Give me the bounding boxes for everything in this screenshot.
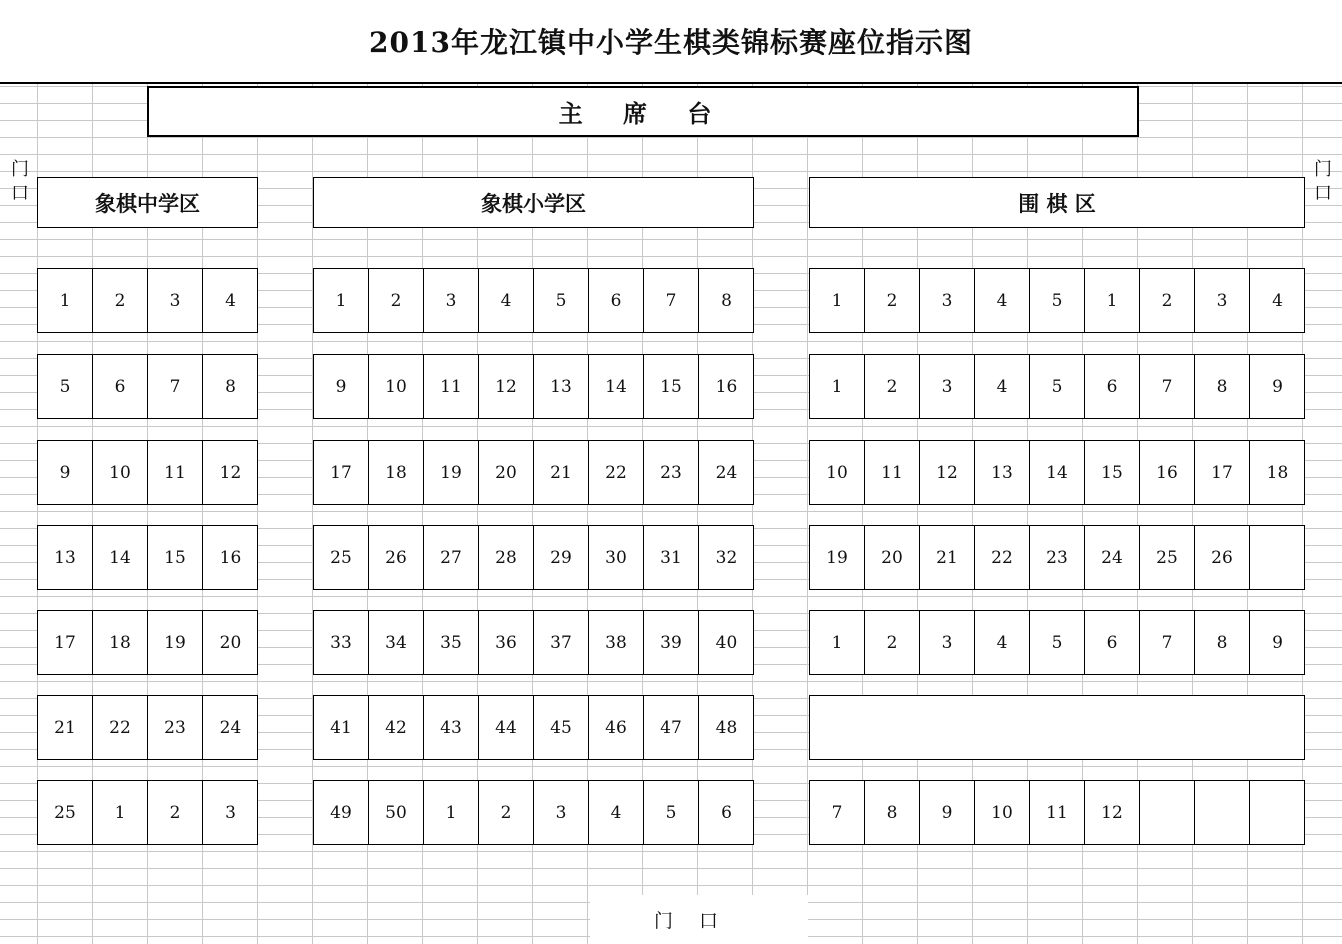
seat-row-middle-school bbox=[37, 525, 258, 590]
seat-cell: 16 bbox=[219, 547, 242, 568]
seat-cell: 25 bbox=[38, 781, 93, 844]
seat-cell: 24 bbox=[1085, 526, 1140, 589]
seat-cell: 1 bbox=[810, 269, 865, 332]
seat-cell: 10 bbox=[93, 441, 148, 504]
seat-cell: 14 bbox=[589, 355, 644, 418]
seat-cell: 14 bbox=[93, 526, 148, 589]
seat-cell: 28 bbox=[479, 526, 534, 589]
seat-cell: 9 bbox=[1272, 376, 1283, 397]
seat-cell: 8 bbox=[865, 781, 920, 844]
seat-cell: 3 bbox=[1195, 269, 1250, 332]
seat-row-go bbox=[809, 695, 1305, 760]
seat-cell: 8 bbox=[1195, 355, 1250, 418]
seat-cell: 21 bbox=[920, 526, 975, 589]
seat-cell: 26 bbox=[369, 526, 424, 589]
seat-cell: 9 bbox=[38, 441, 93, 504]
seat-cell: 15 bbox=[148, 526, 203, 589]
seat-cell: 5 bbox=[38, 355, 93, 418]
seat-cell: 12 bbox=[479, 355, 534, 418]
seat-row-middle-school bbox=[37, 354, 258, 419]
seat-cell: 40 bbox=[715, 632, 738, 653]
seat-cell: 15 bbox=[644, 355, 699, 418]
seat-cell: 5 bbox=[534, 269, 589, 332]
seat-cell: 45 bbox=[534, 696, 589, 759]
seat-cell: 24 bbox=[219, 717, 242, 738]
seat-cell: 16 bbox=[715, 376, 738, 397]
seat-cell: 6 bbox=[93, 355, 148, 418]
seat-cell: 17 bbox=[314, 441, 369, 504]
seat-row-primary-school bbox=[313, 695, 754, 760]
seat-cell: 42 bbox=[369, 696, 424, 759]
seat-cell: 5 bbox=[1030, 611, 1085, 674]
seat-cell: 50 bbox=[369, 781, 424, 844]
seat-cell: 18 bbox=[93, 611, 148, 674]
seat-cell: 17 bbox=[38, 611, 93, 674]
seat-cell: 7 bbox=[810, 781, 865, 844]
seat-cell: 11 bbox=[865, 441, 920, 504]
seat-cell: 1 bbox=[424, 781, 479, 844]
seat-cell: 39 bbox=[644, 611, 699, 674]
seat-cell: 12 bbox=[219, 462, 242, 483]
seat-row-middle-school bbox=[37, 268, 258, 333]
door-right: 门口 bbox=[1314, 159, 1332, 204]
seat-cell: 20 bbox=[865, 526, 920, 589]
seat-row-go bbox=[809, 354, 1305, 419]
seat-cell: 18 bbox=[369, 441, 424, 504]
seat-cell: 43 bbox=[424, 696, 479, 759]
seat-cell: 11 bbox=[1030, 781, 1085, 844]
seat-cell bbox=[1250, 781, 1305, 844]
seat-cell: 5 bbox=[1030, 355, 1085, 418]
seat-cell: 16 bbox=[1140, 441, 1195, 504]
seat-cell: 7 bbox=[644, 269, 699, 332]
seat-cell: 23 bbox=[1030, 526, 1085, 589]
seat-cell: 18 bbox=[1266, 462, 1289, 483]
seat-cell: 8 bbox=[721, 290, 732, 311]
seat-cell: 13 bbox=[38, 526, 93, 589]
seat-cell: 1 bbox=[1085, 269, 1140, 332]
seat-cell: 44 bbox=[479, 696, 534, 759]
seat-cell: 32 bbox=[715, 547, 738, 568]
seat-row-primary-school bbox=[313, 440, 754, 505]
seat-cell: 1 bbox=[810, 355, 865, 418]
seat-cell: 3 bbox=[534, 781, 589, 844]
seat-cell: 11 bbox=[148, 441, 203, 504]
seat-cell: 29 bbox=[534, 526, 589, 589]
seat-cell: 6 bbox=[1085, 611, 1140, 674]
seat-cell: 4 bbox=[975, 269, 1030, 332]
seat-cell bbox=[1140, 781, 1195, 844]
seat-cell: 13 bbox=[975, 441, 1030, 504]
seat-row-go bbox=[809, 525, 1305, 590]
seat-cell: 48 bbox=[715, 717, 738, 738]
seat-row-primary-school bbox=[313, 268, 754, 333]
seat-cell: 25 bbox=[314, 526, 369, 589]
seat-row-go bbox=[809, 780, 1305, 845]
seat-cell: 12 bbox=[920, 441, 975, 504]
zone-label-primary-school bbox=[313, 177, 754, 228]
seat-row-primary-school bbox=[313, 525, 754, 590]
seat-cell: 2 bbox=[369, 269, 424, 332]
seat-cell: 3 bbox=[225, 802, 236, 823]
zone-label-middle-school bbox=[37, 177, 258, 228]
seat-cell: 6 bbox=[1085, 355, 1140, 418]
seat-cell: 35 bbox=[424, 611, 479, 674]
seat-cell: 2 bbox=[865, 269, 920, 332]
seat-cell: 6 bbox=[721, 802, 732, 823]
seat-row-primary-school bbox=[313, 610, 754, 675]
seat-cell: 5 bbox=[644, 781, 699, 844]
seat-cell: 49 bbox=[314, 781, 369, 844]
seat-row-middle-school bbox=[37, 695, 258, 760]
seat-row-primary-school bbox=[313, 354, 754, 419]
seat-cell: 47 bbox=[644, 696, 699, 759]
seat-cell: 41 bbox=[314, 696, 369, 759]
seat-cell: 15 bbox=[1085, 441, 1140, 504]
seat-cell: 21 bbox=[534, 441, 589, 504]
seat-cell: 10 bbox=[369, 355, 424, 418]
seat-cell: 1 bbox=[314, 269, 369, 332]
seat-row-middle-school bbox=[37, 780, 258, 845]
door-bottom: 门口 bbox=[590, 895, 808, 944]
seat-cell: 46 bbox=[589, 696, 644, 759]
seat-cell: 36 bbox=[479, 611, 534, 674]
seat-cell: 22 bbox=[93, 696, 148, 759]
seat-cell: 4 bbox=[589, 781, 644, 844]
seat-cell: 4 bbox=[225, 290, 236, 311]
seat-cell: 5 bbox=[1030, 269, 1085, 332]
seat-cell: 20 bbox=[479, 441, 534, 504]
podium bbox=[147, 86, 1139, 137]
seat-cell: 26 bbox=[1195, 526, 1250, 589]
seat-cell bbox=[1250, 526, 1305, 589]
seat-cell: 34 bbox=[369, 611, 424, 674]
seat-cell: 33 bbox=[314, 611, 369, 674]
seat-cell: 7 bbox=[1140, 355, 1195, 418]
seat-cell: 3 bbox=[920, 269, 975, 332]
seat-cell: 27 bbox=[424, 526, 479, 589]
seat-cell: 3 bbox=[424, 269, 479, 332]
seat-cell: 8 bbox=[225, 376, 236, 397]
seat-cell: 21 bbox=[38, 696, 93, 759]
door-left: 门口 bbox=[11, 159, 29, 204]
page-title: 2013年龙江镇中小学生棋类锦标赛座位指示图 bbox=[369, 26, 973, 59]
seat-cell: 17 bbox=[1195, 441, 1250, 504]
seat-cell: 3 bbox=[148, 269, 203, 332]
seat-row-go bbox=[809, 268, 1305, 333]
seat-cell: 2 bbox=[93, 269, 148, 332]
zone-label-text: 象棋中学区 bbox=[95, 190, 200, 216]
seat-cell: 38 bbox=[589, 611, 644, 674]
seat-cell: 12 bbox=[1085, 781, 1140, 844]
seat-row-go bbox=[809, 610, 1305, 675]
seat-row-primary-school bbox=[313, 780, 754, 845]
seat-cell: 20 bbox=[219, 632, 242, 653]
seat-cell: 11 bbox=[424, 355, 479, 418]
seat-cell: 30 bbox=[589, 526, 644, 589]
seat-cell: 4 bbox=[975, 355, 1030, 418]
seat-cell: 24 bbox=[715, 462, 738, 483]
seat-row-go bbox=[809, 440, 1305, 505]
seat-row-middle-school bbox=[37, 610, 258, 675]
seat-cell: 2 bbox=[865, 355, 920, 418]
seat-cell: 2 bbox=[865, 611, 920, 674]
seat-cell: 8 bbox=[1195, 611, 1250, 674]
seat-cell bbox=[1195, 781, 1250, 844]
seat-cell: 23 bbox=[644, 441, 699, 504]
seat-cell: 3 bbox=[920, 355, 975, 418]
seat-cell: 13 bbox=[534, 355, 589, 418]
seat-cell: 6 bbox=[589, 269, 644, 332]
seat-cell: 7 bbox=[148, 355, 203, 418]
seat-cell: 37 bbox=[534, 611, 589, 674]
seat-cell: 22 bbox=[589, 441, 644, 504]
seat-cell: 10 bbox=[810, 441, 865, 504]
title-band bbox=[0, 0, 1342, 84]
seat-cell: 25 bbox=[1140, 526, 1195, 589]
seat-cell: 22 bbox=[975, 526, 1030, 589]
seat-cell: 19 bbox=[148, 611, 203, 674]
seat-cell: 19 bbox=[424, 441, 479, 504]
seat-cell: 2 bbox=[479, 781, 534, 844]
zone-label-go bbox=[809, 177, 1305, 228]
seat-cell: 1 bbox=[93, 781, 148, 844]
seat-cell: 2 bbox=[148, 781, 203, 844]
seat-cell: 4 bbox=[479, 269, 534, 332]
seat-cell: 23 bbox=[148, 696, 203, 759]
seat-cell: 2 bbox=[1140, 269, 1195, 332]
seat-cell: 9 bbox=[920, 781, 975, 844]
seat-cell: 9 bbox=[314, 355, 369, 418]
podium-label: 主 席 台 bbox=[558, 99, 728, 128]
seat-cell: 31 bbox=[644, 526, 699, 589]
seat-cell: 9 bbox=[1272, 632, 1283, 653]
zone-label-text: 围 棋 区 bbox=[1018, 190, 1096, 216]
seat-cell: 1 bbox=[810, 611, 865, 674]
seat-cell: 3 bbox=[920, 611, 975, 674]
seat-cell: 4 bbox=[975, 611, 1030, 674]
seat-row-middle-school bbox=[37, 440, 258, 505]
seat-cell: 4 bbox=[1272, 290, 1283, 311]
seat-cell: 7 bbox=[1140, 611, 1195, 674]
seat-cell: 1 bbox=[38, 269, 93, 332]
seat-cell: 14 bbox=[1030, 441, 1085, 504]
zone-label-text: 象棋小学区 bbox=[481, 190, 586, 216]
seat-cell: 19 bbox=[810, 526, 865, 589]
seat-cell: 10 bbox=[975, 781, 1030, 844]
